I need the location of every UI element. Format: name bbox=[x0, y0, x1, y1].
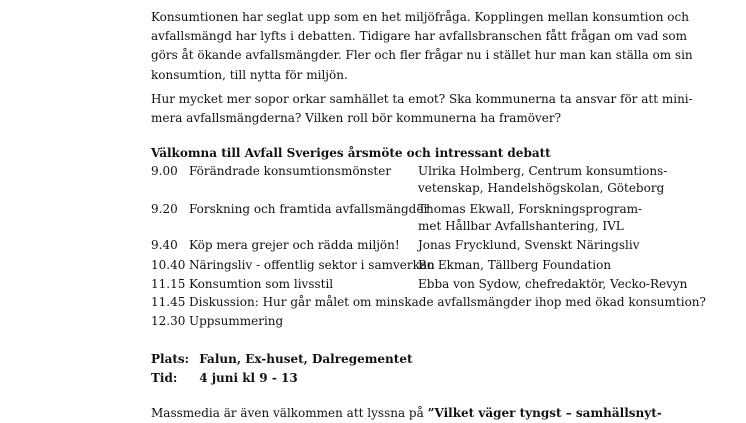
schedule-time: 9.40 bbox=[151, 238, 178, 252]
questions-paragraph bbox=[151, 90, 711, 128]
questions-line: mera avfallsmängderna? Vilken roll bör kommunerna ha framöver? bbox=[151, 111, 562, 126]
intro-paragraph bbox=[151, 8, 711, 85]
schedule-time: 9.00 bbox=[151, 164, 178, 178]
speaker-line: vetenskap, Handelshögskolan, Göteborg bbox=[418, 181, 665, 195]
schedule-topic: Förändrade konsumtionsmönster bbox=[189, 164, 392, 178]
schedule-topic: Konsumtion som livsstil bbox=[189, 277, 334, 291]
place-value: Falun, Ex-huset, Dalregementet bbox=[199, 352, 413, 366]
intro-line: görs åt ökande avfallsmängder. Fler och fler frågar nu i stället hur man kan ställa om sin bbox=[151, 48, 693, 63]
speaker-line: Jonas Frycklund, Svenskt Näringsliv bbox=[418, 238, 640, 252]
schedule-speaker bbox=[418, 201, 642, 235]
time-value: 4 juni kl 9 - 13 bbox=[199, 371, 298, 385]
time-info bbox=[151, 369, 298, 387]
program-heading: Välkomna till Avfall Sveriges årsmöte och intressant debatt bbox=[151, 146, 551, 160]
schedule-topic: Diskussion: Hur går målet om minskade avfallsmängder ihop med ökad konsumtion? bbox=[189, 295, 706, 309]
speaker-line: Ebba von Sydow, chefredaktör, Vecko-Revyn bbox=[418, 277, 688, 291]
time-label: Tid: bbox=[151, 371, 178, 385]
schedule-time: 11.15 bbox=[151, 277, 186, 291]
schedule-topic: Uppsummering bbox=[189, 314, 284, 328]
schedule-topic: Näringsliv - offentlig sektor i samverkan bbox=[189, 258, 435, 272]
schedule-speaker bbox=[418, 237, 639, 254]
intro-line: konsumtion, till nytta för miljön. bbox=[151, 67, 348, 82]
media-invitation bbox=[151, 404, 662, 423]
schedule-time: 12.30 bbox=[151, 314, 186, 328]
speaker-line: Ulrika Holmberg, Centrum konsumtions- bbox=[418, 164, 668, 178]
speaker-line: met Hållbar Avfallshantering, IVL bbox=[418, 219, 624, 233]
schedule-speaker bbox=[418, 257, 611, 274]
speaker-line: Thomas Ekwall, Forskningsprogram- bbox=[418, 202, 643, 216]
questions-line: Hur mycket mer sopor orkar samhället ta emot? Ska kommunerna ta ansvar för att mini- bbox=[151, 92, 693, 106]
intro-line: avfallsmängd har lyfts i debatten. Tidigare har avfallsbranschen fått frågan om vad som bbox=[151, 29, 688, 44]
schedule-speaker bbox=[418, 163, 667, 197]
schedule-time: 10.40 bbox=[151, 258, 186, 272]
schedule-speaker bbox=[418, 276, 687, 293]
speaker-line: Bo Ekman, Tällberg Foundation bbox=[418, 258, 612, 272]
place-info bbox=[151, 350, 413, 368]
place-label: Plats: bbox=[151, 352, 190, 366]
media-invitation-title: ”Vilket väger tyngst – samhällsnyt- bbox=[427, 406, 662, 420]
schedule-time: 11.45 bbox=[151, 295, 186, 309]
intro-line: Konsumtionen har seglat upp som en het miljöfråga. Kopplingen mellan konsumtion och bbox=[151, 10, 689, 24]
media-invitation-text: Massmedia är även välkommen att lyssna på bbox=[151, 406, 428, 420]
schedule-topic: Forskning och framtida avfallsmängder bbox=[189, 202, 430, 216]
schedule-time: 9.20 bbox=[151, 202, 178, 216]
schedule-topic: Köp mera grejer och rädda miljön! bbox=[189, 238, 400, 252]
